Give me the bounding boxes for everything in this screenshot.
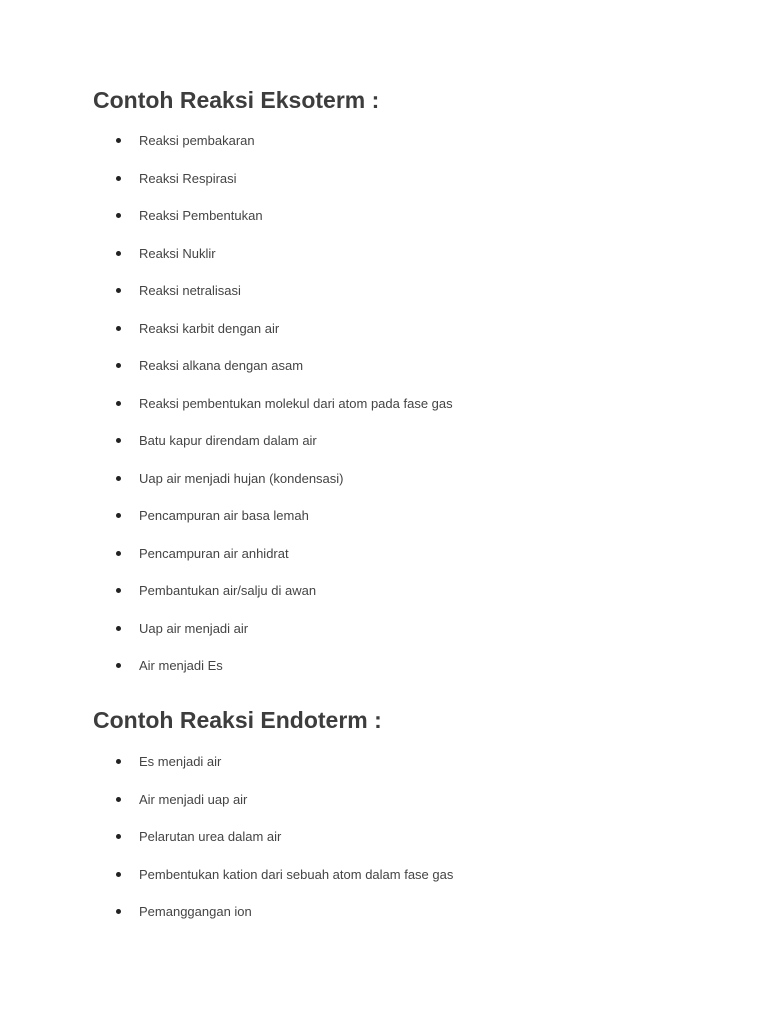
list-item-text: Batu kapur direndam dalam air [139,433,317,448]
bullet-icon [116,476,121,481]
bullet-icon [116,626,121,631]
bullet-icon [116,213,121,218]
list-item-text: Reaksi alkana dengan asam [139,358,304,373]
list-item-text: Pencampuran air basa lemah [139,508,309,523]
bullet-icon [116,326,121,331]
bullet-icon [116,797,121,802]
bullet-icon [116,513,121,518]
list-item-text: Air menjadi uap air [139,791,248,807]
bullet-icon [116,438,121,443]
list-item-text: Reaksi pembentukan molekul dari atom pada fase gas [139,395,453,411]
bullet-icon [116,363,121,368]
bullet-icon [116,138,121,143]
list-item-text: Pemanggangan ion [139,904,252,919]
list-item-text: Es menjadi air [139,754,222,769]
bullet-icon [116,551,121,556]
endothermic-heading: Contoh Reaksi Endoterm : [93,707,382,733]
bullet-icon [116,834,121,839]
list-item-text: Reaksi Nuklir [139,245,216,261]
list-item-text: Uap air menjadi air [139,620,249,636]
bullet-icon [116,288,121,293]
list-item-text: Pembantukan air/salju di awan [139,583,317,598]
list-item-text: Reaksi karbit dengan air [139,320,280,336]
bullet-icon [116,401,121,406]
bullet-icon [116,909,121,914]
bullet-icon [116,663,121,668]
list-item-text: Reaksi netralisasi [139,283,241,298]
list-item-text: Reaksi pembakaran [139,133,255,148]
list-item-text: Reaksi Pembentukan [139,208,263,223]
list-item-text: Pencampuran air anhidrat [139,545,289,561]
bullet-icon [116,588,121,593]
list-item-text: Reaksi Respirasi [139,170,237,186]
list-item-text: Air menjadi Es [139,658,223,673]
bullet-icon [116,872,121,877]
exothermic-heading: Contoh Reaksi Eksoterm : [93,87,380,113]
list-item-text: Pembentukan kation dari sebuah atom dalam fase gas [139,866,454,882]
bullet-icon [116,176,121,181]
bullet-icon [116,759,121,764]
list-item-text: Uap air menjadi hujan (kondensasi) [139,470,344,486]
bullet-icon [116,251,121,256]
list-item-text: Pelarutan urea dalam air [139,829,282,844]
